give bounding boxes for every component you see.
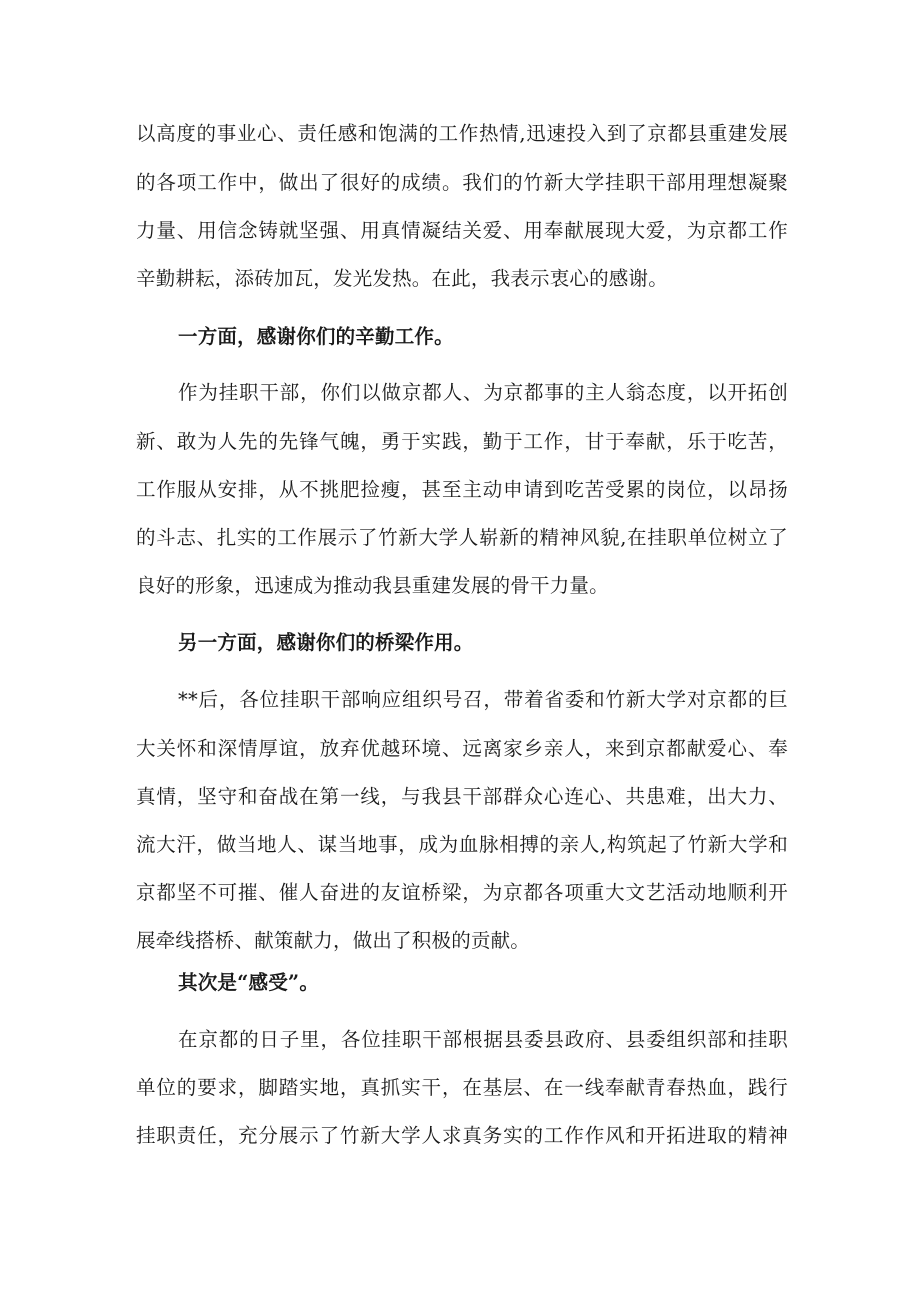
section-heading: 另一方面，感谢你们的桥梁作用。 [178, 631, 474, 654]
body-text-line: 单位的要求，脚踏实地，真抓实干，在基层、在一线奉献青春热血，践行 [136, 1076, 788, 1099]
body-text-line: 的各项工作中，做出了很好的成绩。我们的竹新大学挂职干部用理想凝聚 [136, 171, 788, 194]
body-text-line: 挂职责任，充分展示了竹新大学人求真务实的工作作风和开拓进取的精神 [136, 1124, 788, 1147]
paragraph-first-line: 作为挂职干部，你们以做京都人、为京都事的主人翁态度，以开拓创 [178, 381, 788, 404]
body-text-line: 力量、用信念铸就坚强、用真情凝结关爱、用奉献展现大爱，为京都工作 [136, 219, 788, 242]
paragraph-first-line: 在京都的日子里，各位挂职干部根据县委县政府、县委组织部和挂职 [178, 1028, 788, 1051]
section-heading: 其次是“感受”。 [178, 971, 320, 994]
body-text-line: 以高度的事业心、责任感和饱满的工作热情,迅速投入到了京都县重建发展 [136, 122, 788, 145]
body-text-line: 新、敢为人先的先锋气魄，勇于实践，勤于工作，甘于奉献，乐于吃苦， [136, 430, 788, 453]
body-text-line: 真情，坚守和奋战在第一线，与我县干部群众心连心、共患难，出大力、 [136, 785, 788, 808]
section-heading: 一方面，感谢你们的辛勤工作。 [178, 325, 454, 348]
body-text-line: 展牵线搭桥、献策献力，做出了积极的贡献。 [136, 929, 531, 952]
paragraph-first-line: **后，各位挂职干部响应组织号召，带着省委和竹新大学对京都的巨 [178, 688, 788, 711]
body-text-line: 的斗志、扎实的工作展示了竹新大学人崭新的精神风貌,在挂职单位树立了 [136, 526, 788, 549]
body-text-line: 大关怀和深情厚谊，放弃优越环境、远离家乡亲人，来到京都献爱心、奉 [136, 737, 788, 760]
body-text-line: 辛勤耕耘，添砖加瓦，发光发热。在此，我表示衷心的感谢。 [136, 267, 668, 290]
body-text-line: 良好的形象，迅速成为推动我县重建发展的骨干力量。 [136, 574, 609, 597]
body-text-line: 流大汗，做当地人、谋当地事，成为血脉相搏的亲人,构筑起了竹新大学和 [136, 833, 788, 856]
body-text-line: 工作服从安排，从不挑肥捡瘦，甚至主动申请到吃苦受累的岗位，以昂扬 [136, 478, 788, 501]
body-text-line: 京都坚不可摧、催人奋进的友谊桥梁，为京都各项重大文艺活动地顺利开 [136, 881, 788, 904]
